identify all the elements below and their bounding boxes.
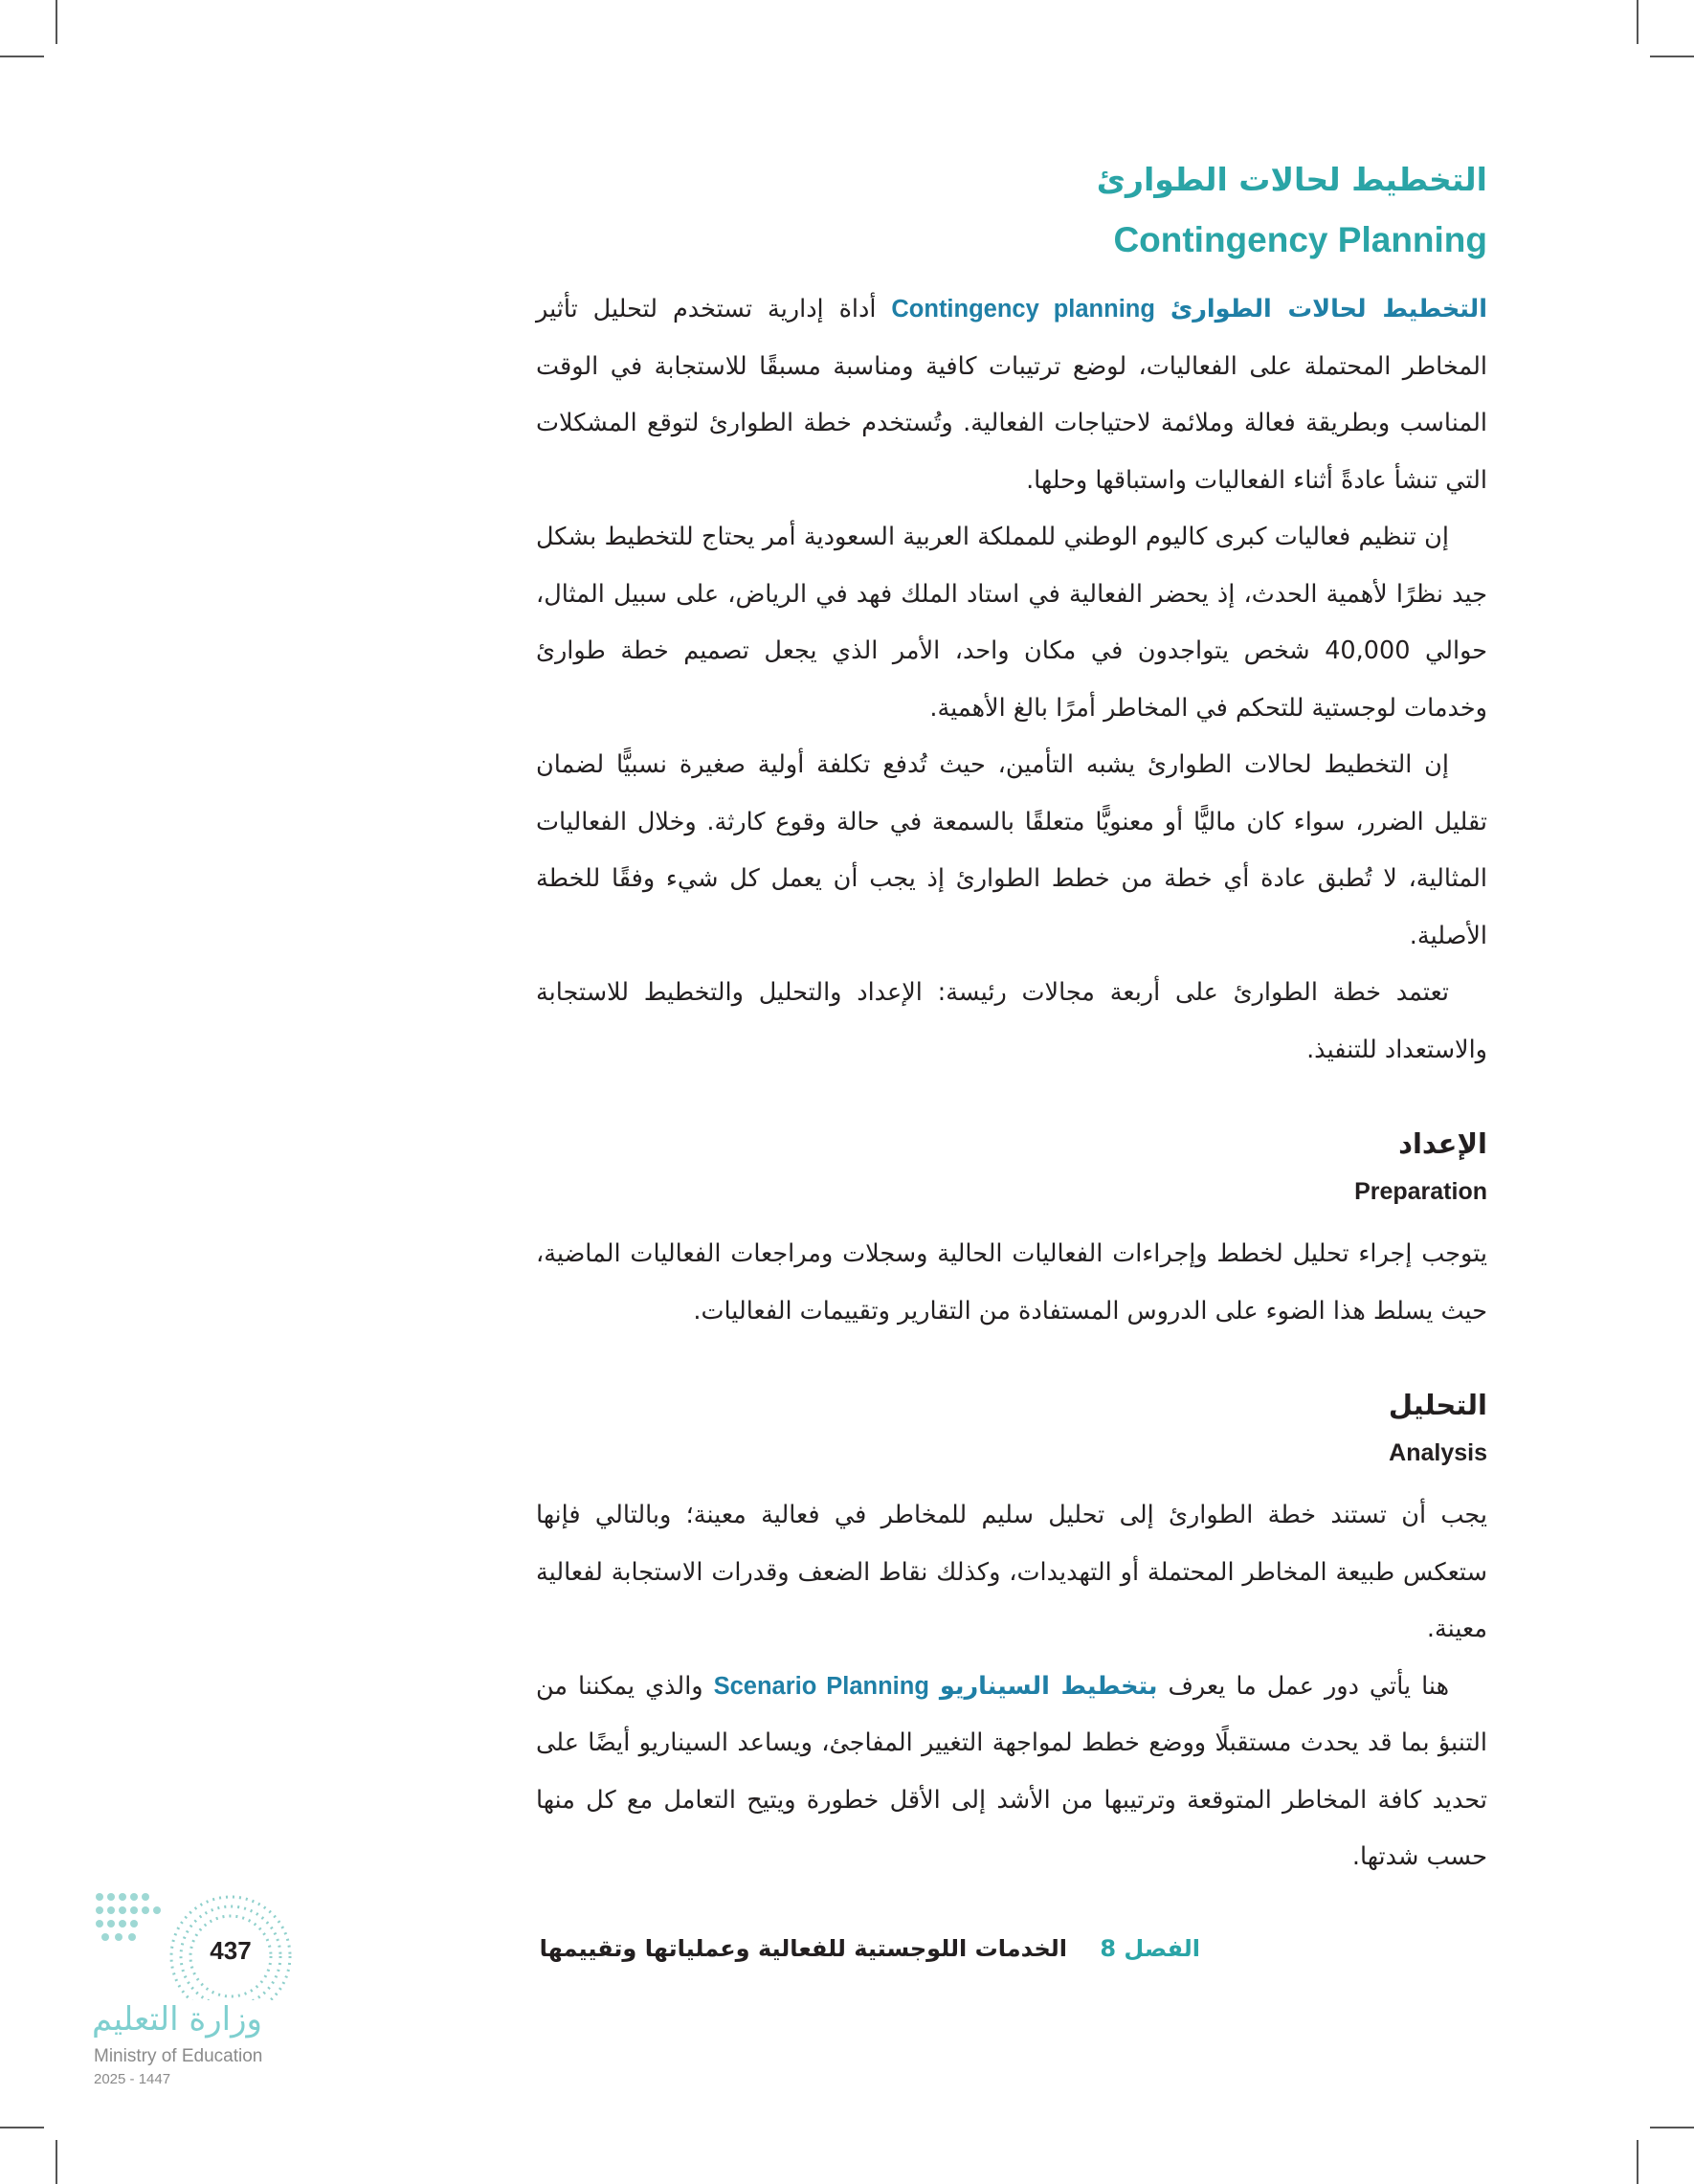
page-content [536,155,1487,1886]
section-title-ar: التخطيط لحالات الطوارئ [1096,161,1487,198]
chapter-label: الفصل 8 [1100,1935,1200,1962]
body-paragraph: تعتمد خطة الطوارئ على أربعة مجالات رئيسة: الإعداد والتحليل والتخطيط للاستجابة والاستعداد للتنفيذ. [536,978,1487,1064]
crop-mark [1650,56,1694,57]
scenario-keyword-en: Scenario Planning [713,1672,929,1700]
crop-mark [56,0,57,44]
ministry-logo-icon [92,1876,302,2000]
crop-mark [1637,0,1638,44]
ministry-name-en: Ministry of Education [94,2046,263,2066]
preparation-heading-ar: الإعداد [1398,1127,1487,1160]
ministry-name-ar: وزارة التعليم [92,2000,262,2039]
intro-paragraph [536,281,1487,509]
analysis-heading-ar: التحليل [1388,1389,1487,1421]
crop-mark [0,2127,44,2128]
chapter-footer [540,1935,1200,1962]
body-paragraph: إن تنظيم فعاليات كبرى كاليوم الوطني للمملكة العربية السعودية أمر يحتاج للتخطيط بشكل جيد نظرًا لأهمية الحدث، إذ يحضر الفعالية في استاد الملك فهد في الرياض، على سبيل المثال، حوالي 40,000 شخص يتواجدون في مكان واحد، الأمر الذي يجعل تصميم خطة طوارئ وخدمات لوجستية للتحكم في المخاطر أمرًا بالغ الأهمية. [536,523,1488,723]
analysis-heading-en: Analysis [1389,1439,1487,1466]
section-title-en: Contingency Planning [1113,220,1487,259]
scenario-text-after: والذي يمكننا من التنبؤ بما قد يحدث مستقبلًا ووضع خطط لمواجهة التغيير المفاجئ، ويساعد السيناريو أيضًا على تحديد كافة المخاطر المتوقعة وترتيبها من الأشد إلى الأقل خطورة ويتيح التعامل مع كل منها حسب شدتها. [536,1671,1487,1871]
crop-mark [56,2140,57,2184]
body-paragraph: إن التخطيط لحالات الطوارئ يشبه التأمين، حيث تُدفع تكلفة أولية صغيرة نسبيًّا لضمان تقليل الضرر، سواء كان ماليًّا أو معنويًّا متعلقًا بالسمعة في حالة وقوع كارثة. وخلال الفعاليات المثالية، لا تُطبق عادة أي خطة من خطط الطوارئ إذ يجب أن يعمل كل شيء وفقًا للخطة الأصلية. [536,750,1487,950]
scenario-paragraph [536,1659,1487,1886]
chapter-title: الخدمات اللوجستية للفعالية وعملياتها وتقييمها [539,1935,1067,1962]
preparation-paragraph: يتوجب إجراء تحليل لخطط وإجراءات الفعاليات الحالية وسجلات ومراجعات الفعاليات الماضية، حيث يسلط هذا الضوء على الدروس المستفادة من التقارير وتقييمات الفعاليات. [536,1239,1487,1326]
preparation-heading-en: Preparation [1354,1178,1487,1205]
crop-mark [1637,2140,1638,2184]
ministry-year: 2025 - 1447 [94,2071,171,2087]
page-number: 437 [210,1936,252,1965]
crop-mark [1650,2127,1694,2128]
analysis-paragraph: يجب أن تستند خطة الطوارئ إلى تحليل سليم للمخاطر في فعالية معينة؛ وبالتالي فإنها ستعكس طبيعة المخاطر المحتملة أو التهديدات، وكذلك نقاط الضعف وقدرات الاستجابة لفعالية معينة. [536,1501,1487,1643]
scenario-keyword-ar: بتخطيط السيناريو [939,1671,1158,1701]
keyword-en: Contingency planning [891,296,1155,323]
keyword-ar: التخطيط لحالات الطوارئ [1170,295,1487,323]
intro-text: أداة إدارية تستخدم لتحليل تأثير المخاطر المحتملة على الفعاليات، لوضع ترتيبات كافية ومناسبة مسبقًا للاستجابة في الوقت المناسب وبطريقة فعالة وملائمة لاحتياجات الفعالية. وتُستخدم خطة الطوارئ لتوقع المشكلات التي تنشأ عادةً أثناء الفعاليات واستباقها وحلها. [536,295,1487,495]
scenario-text-before: هنا يأتي دور عمل ما يعرف [1168,1671,1450,1701]
crop-mark [0,56,44,57]
